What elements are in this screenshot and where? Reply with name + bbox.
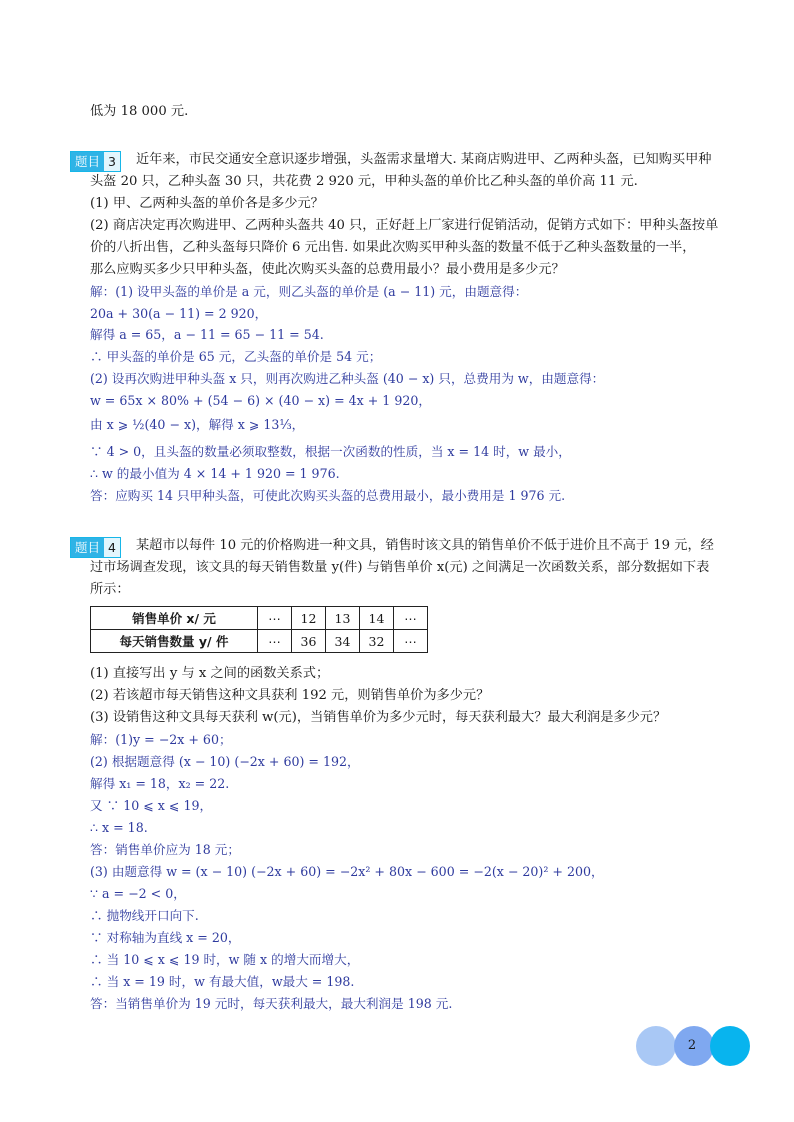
q4-answer-line: 又 ∵ 10 ⩽ x ⩽ 19， [90,798,213,813]
q3-stem-line: (2) 商店决定再次购进甲、乙两种头盔共 40 只，正好赶上厂家进行促销活动，促销方式如下：甲种头盔按单 [90,218,719,233]
q4-answer-line: ∵ a = −2 < 0， [90,886,186,901]
table-cell: 12 [292,607,326,630]
q4-answer-line: ∴ 当 10 ⩽ x ⩽ 19 时，w 随 x 的增大而增大， [90,952,360,967]
q3-stem-line: 价的八折出售，乙种头盔每只降价 6 元出售. 如果此次购买甲种头盔的数量不低于乙种头盔数量的一半， [90,240,696,255]
q3-answer-line: 解得 a = 65，a − 11 = 65 − 11 = 54. [90,327,324,342]
q3-stem-line: 近年来，市民交通安全意识逐步增强，头盔需求量增大. 某商店购进甲、乙两种头盔，已知购买甲种 [136,152,712,167]
table-cell: 14 [360,607,394,630]
q3-stem-line: 那么应购买多少只甲种头盔，使此次购买头盔的总费用最小？最小费用是多少元？ [90,262,565,277]
q4-answer-line: 解得 x₁ = 18，x₂ = 22. [90,776,230,791]
page-number: 2 [687,1038,697,1053]
q4-answer-line: ∵ 对称轴为直线 x = 20， [90,930,241,945]
q4-stem-line: 某超市以每件 10 元的价格购进一种文具，销售时该文具的销售单价不低于进价且不高于 19 元，经 [136,538,714,553]
table-row-header: 销售单价 x/ 元 [91,607,258,630]
q3-answer-line: ∴ 甲头盔的单价是 65 元，乙头盔的单价是 54 元； [90,349,382,364]
question-tag-label: 题目 [71,538,104,557]
table-cell: 34 [326,630,360,653]
decor-circle-right [710,1026,750,1066]
q3-stem-line: 头盔 20 只，乙种头盔 30 只，共花费 2 920 元，甲种头盔的单价比乙种头盔的单价高 11 元. [90,174,638,189]
q4-answer-line: (2) 根据题意得 (x − 10) (−2x + 60) = 192， [90,754,360,769]
data-table [90,606,428,653]
table-cell: 36 [292,630,326,653]
q4-stem-line: 所示： [90,582,130,597]
q4-stem-line: 过市场调查发现，该文具的每天销售数量 y(件) 与销售单价 x(元) 之间满足一次函数关系，部分数据如下表 [90,560,710,575]
question-tag-number: 4 [108,540,116,555]
table-cell: 13 [326,607,360,630]
table-row [91,607,428,630]
q4-question-line: (3) 设销售这种文具每天获利 w(元)，当销售单价为多少元时，每天获利最大？最大利润是多少元？ [90,710,667,725]
q4-answer-line: (3) 由题意得 w = (x − 10) (−2x + 60) = −2x² + 80x − 600 = −2(x − 20)² + 200， [90,864,604,879]
table-row [91,630,428,653]
table-cell: ⋯ [394,630,428,653]
q4-question-line: (1) 直接写出 y 与 x 之间的函数关系式； [90,666,330,681]
question-tag-4 [70,537,121,558]
q3-answer-line: 20a + 30(a − 11) = 2 920， [90,306,268,321]
decor-circle-left [636,1026,676,1066]
table-cell: ⋯ [258,607,292,630]
q4-answer-line: ∴ x = 18. [90,820,148,835]
table-row-header: 每天销售数量 y/ 件 [91,630,258,653]
table-cell: ⋯ [258,630,292,653]
q3-answer-line: w = 65x × 80% + (54 − 6) × (40 − x) = 4x + 1 920， [90,393,431,408]
q4-answer-line: 解：(1)y = −2x + 60； [90,732,232,747]
q4-answer-line: ∴ 当 x = 19 时，w 有最大值，w最大 = 198. [90,974,355,989]
q3-answer-line: ∴ w 的最小值为 4 × 14 + 1 920 = 1 976. [90,466,340,481]
question-tag-label: 题目 [71,152,104,171]
table-cell: 32 [360,630,394,653]
q3-answer-line: (2) 设再次购进甲种头盔 x 只，则再次购进乙种头盔 (40 − x) 只，总费用为 w，由题意得： [90,371,605,386]
table-cell: ⋯ [394,607,428,630]
question-tag-3 [70,151,121,172]
q4-answer-line: ∴ 抛物线开口向下. [90,908,199,923]
question-tag-number: 3 [108,154,116,169]
q4-answer-line: 答：销售单价应为 18 元； [90,842,240,857]
q3-answer-line: ∵ 4 > 0，且头盔的数量必须取整数，根据一次函数的性质，当 x = 14 时，w 最小， [90,444,571,459]
q3-answer-line: 解：(1) 设甲头盔的单价是 a 元，则乙头盔的单价是 (a − 11) 元，由题意得： [90,284,528,299]
q4-answer-line: 答：当销售单价为 19 元时，每天获利最大，最大利润是 198 元. [90,996,453,1011]
continued-text: 低为 18 000 元. [90,104,189,119]
q3-answer-line: 由 x ⩾ ½(40 − x)，解得 x ⩾ 13⅓， [90,417,305,432]
q3-stem-line: (1) 甲、乙两种头盔的单价各是多少元？ [90,196,324,211]
q3-answer-line: 答：应购买 14 只甲种头盔，可使此次购买头盔的总费用最小，最小费用是 1 976 元. [90,488,566,503]
q4-question-line: (2) 若该超市每天销售这种文具获利 192 元，则销售单价为多少元？ [90,688,490,703]
